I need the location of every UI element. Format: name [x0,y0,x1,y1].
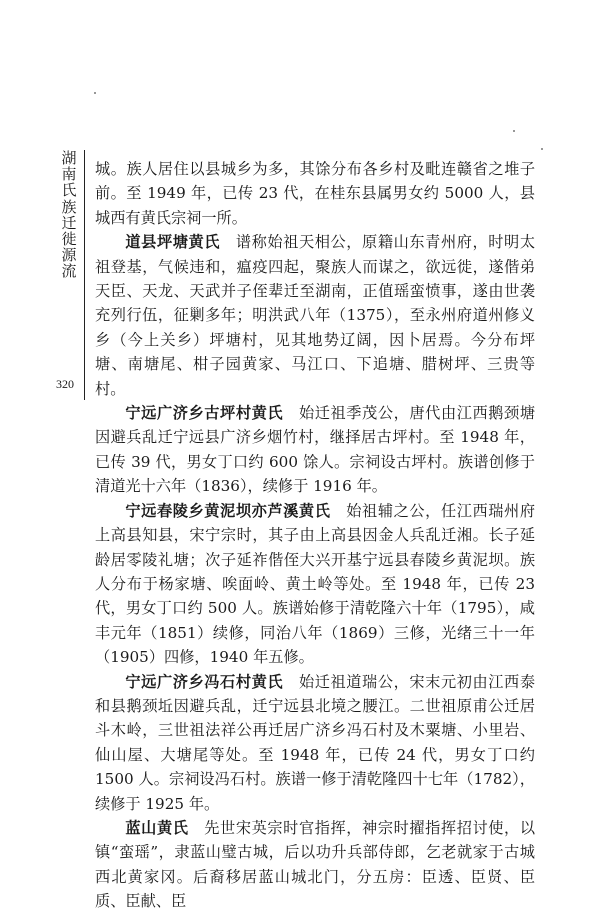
section-heading: 宁远广济乡冯石村黄氏 [125,672,284,691]
page-number: 320 [56,377,74,391]
running-head-char: 氏 [61,181,77,200]
section-heading: 道县坪塘黄氏 [125,233,221,252]
paragraph-text: 始迁祖道瑞公，宋末元初由江西泰和县鹅颈坵因避兵乱，迁宁远县北境之腰江。二世祖原甫公迁居斗木岭，三世祖法祥公再迁居广济乡冯石村及木粟塘、小里岩、仙山屋、大塘尾等处。至 1948 年，已传 24 代，男女丁口约 1500 人。宗祠设冯石村。族谱一修于清乾隆四十七年（1782），续修于 1925 年。 [95,672,536,813]
running-head-char: 源 [61,246,77,265]
running-head-char: 徙 [61,230,77,249]
section-heading: 宁远广济乡古坪村黄氏 [125,404,284,423]
body-text [95,157,535,914]
paragraph-text: 城。族人居住以县城乡为多，其馀分布各乡村及毗连赣省之堆子前。至 1949 年，已传 23 代，在桂东县属男女约 5000 人，县城西有黄氏宗祠一所。 [95,160,535,227]
paragraph-text: 先世宋英宗时官指挥，神宗时擢指挥招讨使，以镇“蛮瑶”，隶蓝山璧古城，后以功升兵部侍郎，乞老就家于古城西北黄家冈。后裔移居蓝山城北门，分五房：臣透、臣贤、臣质、臣献、臣 [95,818,536,911]
paragraph-ningyuan-fengshi [95,670,535,816]
section-heading: 宁远春陵乡黄泥坝亦芦溪黄氏 [125,501,331,520]
scan-speck [94,92,96,94]
running-head-char: 湖 [61,149,77,167]
scan-speck [541,148,543,150]
paragraph-text: 谱称始祖天相公，原籍山东青州府，时明太祖登基，气候违和，瘟疫四起，聚族人而谋之，欲远徙，遂偕弟天臣、天龙、天武并子侄辈迁至湖南，正值瑶蛮愤事，遂由世袭充列行伍，征剿多年；明洪武八年（1375），至永州府道州修义乡（今上关乡）坪塘村，见其地势辽阔，因卜居焉。今分布坪塘、南塘尾、柑子园黄家、马江口、下追塘、腊树坪、三贵等村。 [95,233,536,398]
paragraph-daoxian-pingtang [95,230,535,401]
margin-rule [84,150,85,400]
running-head-char: 迁 [61,213,77,232]
paragraph-ningyuan-guping [95,401,535,499]
running-head-char: 南 [61,165,77,184]
paragraph-text: 始祖辅之公，任江西瑞州府上高县知县，宋宁宗时，其子由上高县因金人兵乱迁湘。长子延龄居零陵礼塘；次子延祚偕侄大兴开基宁远县春陵乡黄泥坝。族人分布于杨家塘、唉面岭、黄土岭等处。至 1948 年，已传 23 代，男女丁口约 500 人。族谱始修于清乾隆六十年（1795），咸丰元年（1851）续修，同治八年（1869）三修，光绪三十一年（1905）四修，1940 年五修。 [95,501,536,667]
paragraph-lanshan [95,816,535,914]
running-head-char: 族 [61,197,77,216]
section-heading: 蓝山黄氏 [125,818,189,837]
running-head-char: 流 [61,262,77,281]
paragraph-continued [95,157,535,230]
paragraph-text: 始迁祖季茂公，唐代由江西鹅颈塘因避兵乱迁宁远县广济乡烟竹村，继择居古坪村。至 1948 年，已传 39 代，男女丁口约 600 馀人。宗祠设古坪村。族谱创修于清道光十六年（1836），续修于 1916 年。 [95,404,536,496]
running-head-vertical [58,150,80,280]
scan-speck [513,130,515,132]
paragraph-ningyuan-chunling [95,499,535,670]
